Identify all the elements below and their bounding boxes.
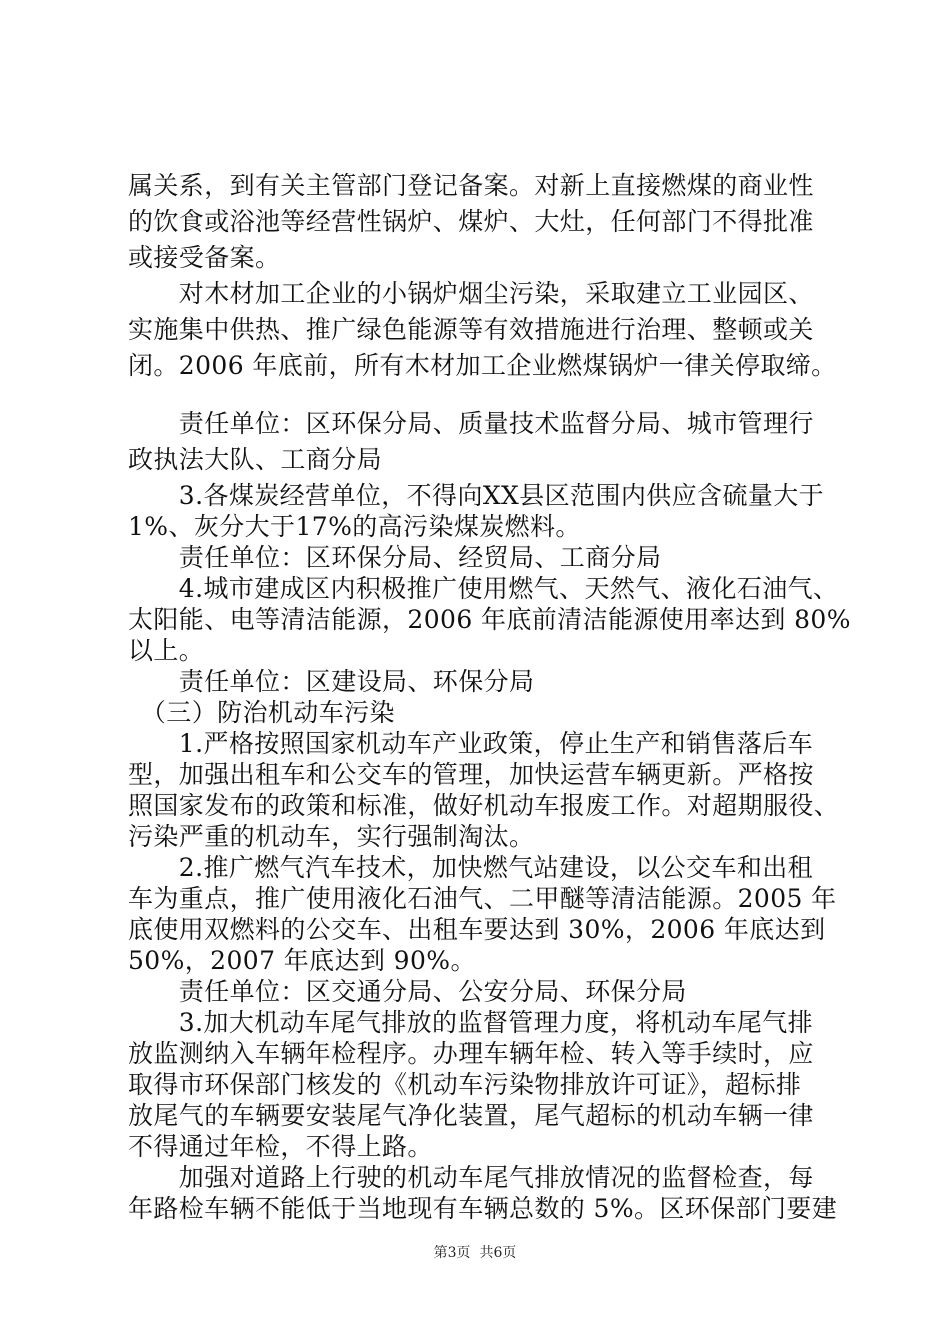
text-line: 的饮食或浴池等经营性锅炉、煤炉、大灶，任何部门不得批准 (128, 207, 814, 236)
text-line: 型，加强出租车和公交车的管理，加快运营车辆更新。严格按 (128, 760, 814, 789)
text-line: 或接受备案。 (128, 243, 281, 272)
text-line: 对木材加工企业的小锅炉烟尘污染，采取建立工业园区、 (128, 279, 814, 308)
text-line: 50%，2007 年底达到 90%。 (128, 946, 476, 975)
text-line: 不得通过年检，不得上路。 (128, 1132, 433, 1161)
text-line: 放监测纳入车辆年检程序。办理车辆年检、转入等手续时，应 (128, 1039, 814, 1068)
text-line: 实施集中供热、推广绿色能源等有效措施进行治理、整顿或关 (128, 315, 814, 344)
text-line: 年路检车辆不能低于当地现有车辆总数的 5%。区环保部门要建 (128, 1194, 838, 1223)
text-line: 责任单位：区环保分局、经贸局、工商分局 (128, 543, 662, 572)
text-line: 责任单位：区环保分局、质量技术监督分局、城市管理行 (128, 409, 814, 438)
text-line: 政执法大队、工商分局 (128, 445, 383, 474)
text-line: 以上。 (128, 636, 205, 665)
text-line: 4.城市建成区内积极推广使用燃气、天然气、液化石油气、 (128, 574, 839, 603)
page-number-footer: 第3页 共6页 (433, 1245, 517, 1261)
text-line: 1.严格按照国家机动车产业政策，停止生产和销售落后车 (128, 729, 814, 758)
text-line: 放尾气的车辆要安装尾气净化装置，尾气超标的机动车辆一律 (128, 1101, 814, 1130)
text-line: 2.推广燃气汽车技术，加快燃气站建设，以公交车和出租 (128, 853, 814, 882)
text-line: 污染严重的机动车，实行强制淘汰。 (128, 822, 535, 851)
text-line: 照国家发布的政策和标准，做好机动车报废工作。对超期服役、 (128, 791, 840, 820)
text-line: 3.各煤炭经营单位，不得向XX县区范围内供应含硫量大于 (128, 481, 825, 510)
text-line: （三）防治机动车污染 (128, 698, 395, 727)
text-line: 1%、灰分大于17%的高污染煤炭燃料。 (128, 512, 581, 541)
text-line: 责任单位：区交通分局、公安分局、环保分局 (128, 977, 687, 1006)
text-line: 取得市环保部门核发的《机动车污染物排放许可证》，超标排 (128, 1070, 802, 1099)
text-line: 车为重点，推广使用液化石油气、二甲醚等清洁能源。2005 年 (128, 884, 837, 913)
text-line: 太阳能、电等清洁能源，2006 年底前清洁能源使用率达到 80% (128, 605, 851, 634)
text-line: 责任单位：区建设局、环保分局 (128, 667, 535, 696)
text-line: 属关系，到有关主管部门登记备案。对新上直接燃煤的商业性 (128, 171, 814, 200)
text-line: 闭。2006 年底前，所有木材加工企业燃煤锅炉一律关停取缔。 (128, 351, 837, 380)
text-line: 3.加大机动车尾气排放的监督管理力度，将机动车尾气排 (128, 1008, 814, 1037)
text-line: 底使用双燃料的公交车、出租车要达到 30%，2006 年底达到 (128, 915, 826, 944)
text-line: 加强对道路上行驶的机动车尾气排放情况的监督检查，每 (128, 1163, 814, 1192)
